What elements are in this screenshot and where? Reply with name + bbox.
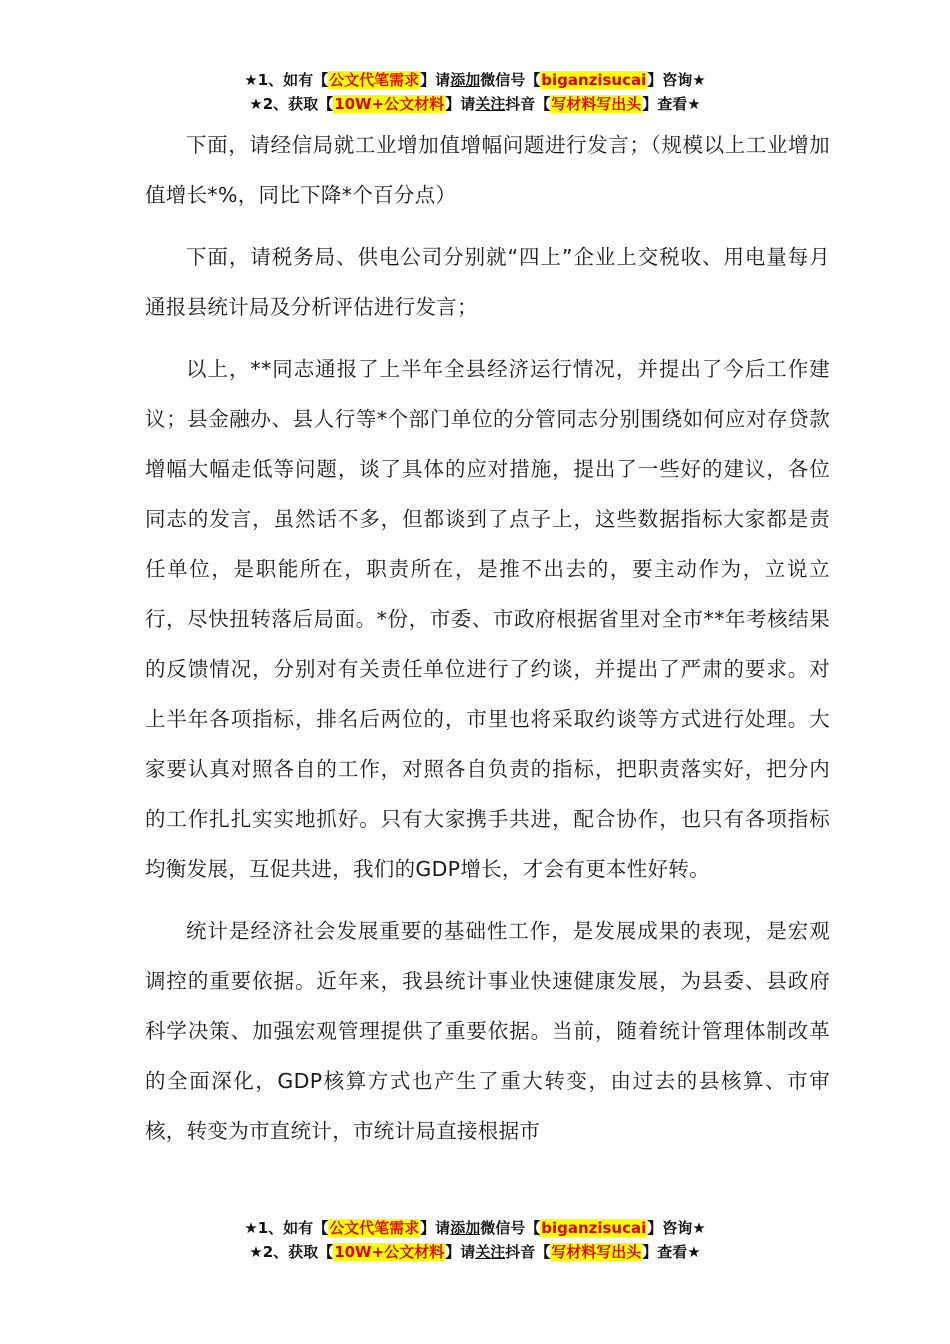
promo-underlined: 关注 <box>475 1243 506 1261</box>
promo-line-2 <box>0 92 950 116</box>
promo-text: 】查看★ <box>642 95 701 113</box>
promo-header <box>0 68 950 116</box>
promo-text: 】请 <box>445 1243 476 1261</box>
promo-highlight: 写材料写出头 <box>551 95 642 113</box>
promo-text: ★2、获取【 <box>249 95 334 113</box>
promo-text: 微信号【 <box>480 71 541 89</box>
promo-footer <box>0 1216 950 1264</box>
promo-highlight: 10W+公文材料 <box>334 95 445 113</box>
promo-text: 抖音【 <box>505 95 551 113</box>
promo-highlight: 写材料写出头 <box>551 1243 642 1261</box>
promo-highlight: biganzisucai <box>541 1219 647 1237</box>
promo-line-2 <box>0 1240 950 1264</box>
promo-text: 】咨询★ <box>647 1219 706 1237</box>
promo-text: 】咨询★ <box>647 71 706 89</box>
promo-text: 微信号【 <box>480 1219 541 1237</box>
promo-text: ★1、如有【 <box>244 1219 329 1237</box>
promo-text: 】查看★ <box>642 1243 701 1261</box>
paragraph: 下面，请经信局就工业增加值增幅问题进行发言；（规模以上工业增加值增长*%，同比下降*个百分点） <box>145 133 830 207</box>
promo-text: 】请 <box>445 95 476 113</box>
promo-highlight: 公文代笔需求 <box>329 1219 420 1237</box>
promo-line-1 <box>0 1216 950 1240</box>
promo-line-1 <box>0 68 950 92</box>
promo-text: 抖音【 <box>505 1243 551 1261</box>
promo-highlight: biganzisucai <box>541 71 647 89</box>
promo-highlight: 10W+公文材料 <box>334 1243 445 1261</box>
paragraph: 以上，**同志通报了上半年全县经济运行情况，并提出了今后工作建议；县金融办、县人行等*个部门单位的分管同志分别围绕如何应对存贷款增幅大幅走低等问题，谈了具体的应对措施，提出了一些好的建议，各位同志的发言，虽然话不多，但都谈到了点子上，这些数据指标大家都是责任单位，是职能所在，职责所在，是推不出去的，要主动作为，立说立行，尽快扭转落后局面。*份，市委、市政府根据省里对全市**年考核结果的反馈情况，分别对有关责任单位进行了约谈，并提出了严肃的要求。对上半年各项指标，排名后两位的，市里也将采取约谈等方式进行处理。大家要认真对照各自的工作，对照各自负责的指标，把职责落实好，把分内的工作扎扎实实地抓好。只有大家携手共进，配合协作，也只有各项指标均衡发展，互促共进，我们的GDP增长，才会有更本性好转。 <box>145 357 830 881</box>
promo-underlined: 添加 <box>450 71 481 89</box>
promo-underlined: 关注 <box>475 95 506 113</box>
document-body <box>145 120 830 1168</box>
promo-text: ★2、获取【 <box>249 1243 334 1261</box>
promo-text: 】请 <box>420 1219 451 1237</box>
promo-text: 】请 <box>420 71 451 89</box>
promo-text: ★1、如有【 <box>244 71 329 89</box>
promo-highlight: 公文代笔需求 <box>329 71 420 89</box>
paragraph: 统计是经济社会发展重要的基础性工作，是发展成果的表现，是宏观调控的重要依据。近年来，我县统计事业快速健康发展，为县委、县政府科学决策、加强宏观管理提供了重要依据。当前，随着统计管理体制改革的全面深化，GDP核算方式也产生了重大转变，由过去的县核算、市审核，转变为市直统计，市统计局直接根据市 <box>145 919 830 1143</box>
promo-underlined: 添加 <box>450 1219 481 1237</box>
paragraph: 下面，请税务局、供电公司分别就“四上”企业上交税收、用电量每月通报县统计局及分析评估进行发言； <box>145 245 830 319</box>
